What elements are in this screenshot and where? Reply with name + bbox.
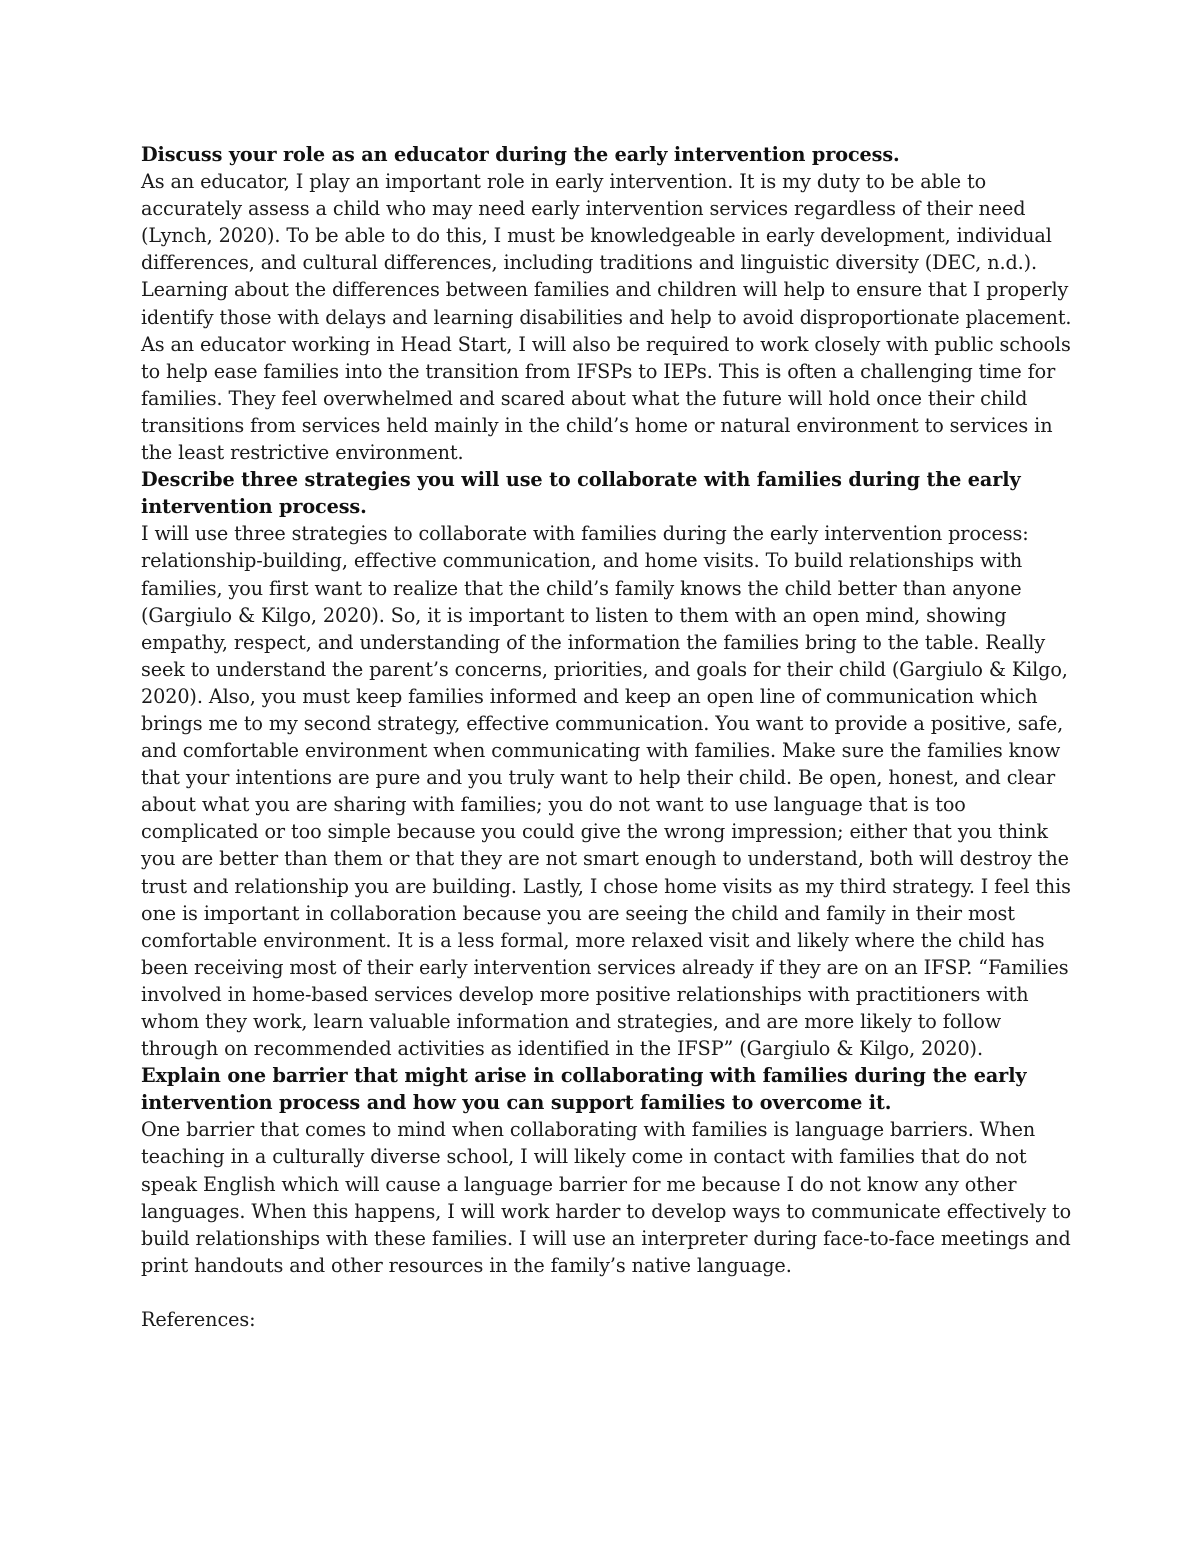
section-heading: intervention process and how you can support families to overcome it. bbox=[141, 1091, 892, 1115]
body-line: speak English which will cause a language barrier for me because I do not know any other bbox=[141, 1172, 1017, 1196]
body-line: build relationships with these families. I will use an interpreter during face-to-face meetings and bbox=[141, 1226, 1071, 1250]
section-heading: intervention process. bbox=[141, 495, 367, 519]
body-line: I will use three strategies to collaborate with families during the early intervention process: bbox=[141, 522, 1029, 546]
body-line: complicated or too simple because you could give the wrong impression; either that you think bbox=[141, 820, 1048, 844]
body-line: through on recommended activities as identified in the IFSP” (Gargiulo & Kilgo, 2020). bbox=[141, 1037, 983, 1061]
body-line: one is important in collaboration because you are seeing the child and family in their most bbox=[141, 901, 1015, 925]
body-line: comfortable environment. It is a less formal, more relaxed visit and likely where the child has bbox=[141, 928, 1045, 952]
body-line: you are better than them or that they are not smart enough to understand, both will destroy the bbox=[141, 847, 1069, 871]
body-line: involved in home-based services develop more positive relationships with practitioners with bbox=[141, 982, 1029, 1006]
body-line: brings me to my second strategy, effective communication. You want to provide a positive, safe, bbox=[141, 711, 1064, 735]
body-line: teaching in a culturally diverse school, I will likely come in contact with families that do not bbox=[141, 1145, 1027, 1169]
section-one-barrier bbox=[141, 1062, 1071, 1279]
body-line: families, you first want to realize that the child’s family knows the child better than anyone bbox=[141, 576, 1022, 600]
body-line: accurately assess a child who may need early intervention services regardless of their need bbox=[141, 197, 1026, 221]
body-line: One barrier that comes to mind when collaborating with families is language barriers. When bbox=[141, 1118, 1036, 1142]
body-line: (Lynch, 2020). To be able to do this, I must be knowledgeable in early development, individual bbox=[141, 224, 1052, 248]
body-line: print handouts and other resources in the family’s native language. bbox=[141, 1253, 792, 1277]
body-line: identify those with delays and learning disabilities and help to avoid disproportionate placement. bbox=[141, 305, 1072, 329]
body-line: differences, and cultural differences, including traditions and linguistic diversity (DEC, n.d.). bbox=[141, 251, 1038, 275]
section-heading: Discuss your role as an educator during the early intervention process. bbox=[141, 143, 900, 166]
body-line: empathy, respect, and understanding of the information the families bring to the table. Really bbox=[141, 630, 1046, 654]
section-role-as-educator bbox=[141, 141, 1071, 466]
section-heading: Explain one barrier that might arise in collaborating with families during the early bbox=[141, 1064, 1027, 1088]
body-line: that your intentions are pure and you truly want to help their child. Be open, honest, and clear bbox=[141, 766, 1056, 790]
body-line: Learning about the differences between families and children will help to ensure that I properly bbox=[141, 278, 1069, 302]
body-line: to help ease families into the transition from IFSPs to IEPs. This is often a challenging time for bbox=[141, 359, 1056, 383]
section-three-strategies bbox=[141, 466, 1071, 1062]
body-line: 2020). Also, you must keep families informed and keep an open line of communication which bbox=[141, 684, 1038, 708]
body-line: about what you are sharing with families; you do not want to use language that is too bbox=[141, 793, 966, 817]
section-heading: Describe three strategies you will use to collaborate with families during the early bbox=[141, 468, 1021, 492]
body-line: languages. When this happens, I will work harder to develop ways to communicate effectively to bbox=[141, 1199, 1072, 1223]
body-line: As an educator working in Head Start, I will also be required to work closely with public schools bbox=[141, 332, 1071, 356]
body-line: and comfortable environment when communicating with families. Make sure the families know bbox=[141, 739, 1061, 763]
body-line: whom they work, learn valuable information and strategies, and are more likely to follow bbox=[141, 1010, 1002, 1033]
body-line: As an educator, I play an important role in early intervention. It is my duty to be able to bbox=[141, 170, 987, 194]
body-line: seek to understand the parent’s concerns, priorities, and goals for their child (Gargiulo & Kilgo, bbox=[141, 657, 1068, 681]
references-label: References: bbox=[141, 1308, 256, 1332]
body-line: (Gargiulo & Kilgo, 2020). So, it is important to listen to them with an open mind, showing bbox=[141, 603, 1007, 627]
body-line: relationship-building, effective communication, and home visits. To build relationships with bbox=[141, 549, 1023, 573]
body-line: trust and relationship you are building. Lastly, I chose home visits as my third strategy. I feel this bbox=[141, 874, 1071, 898]
body-line: the least restrictive environment. bbox=[141, 441, 464, 465]
document-page bbox=[141, 141, 1071, 1333]
body-line: families. They feel overwhelmed and scared about what the future will hold once their child bbox=[141, 386, 1028, 410]
body-line: been receiving most of their early intervention services already if they are on an IFSP. “Families bbox=[141, 955, 1069, 979]
blank-line bbox=[141, 1279, 1071, 1306]
body-line: transitions from services held mainly in the child’s home or natural environment to services in bbox=[141, 413, 1053, 437]
